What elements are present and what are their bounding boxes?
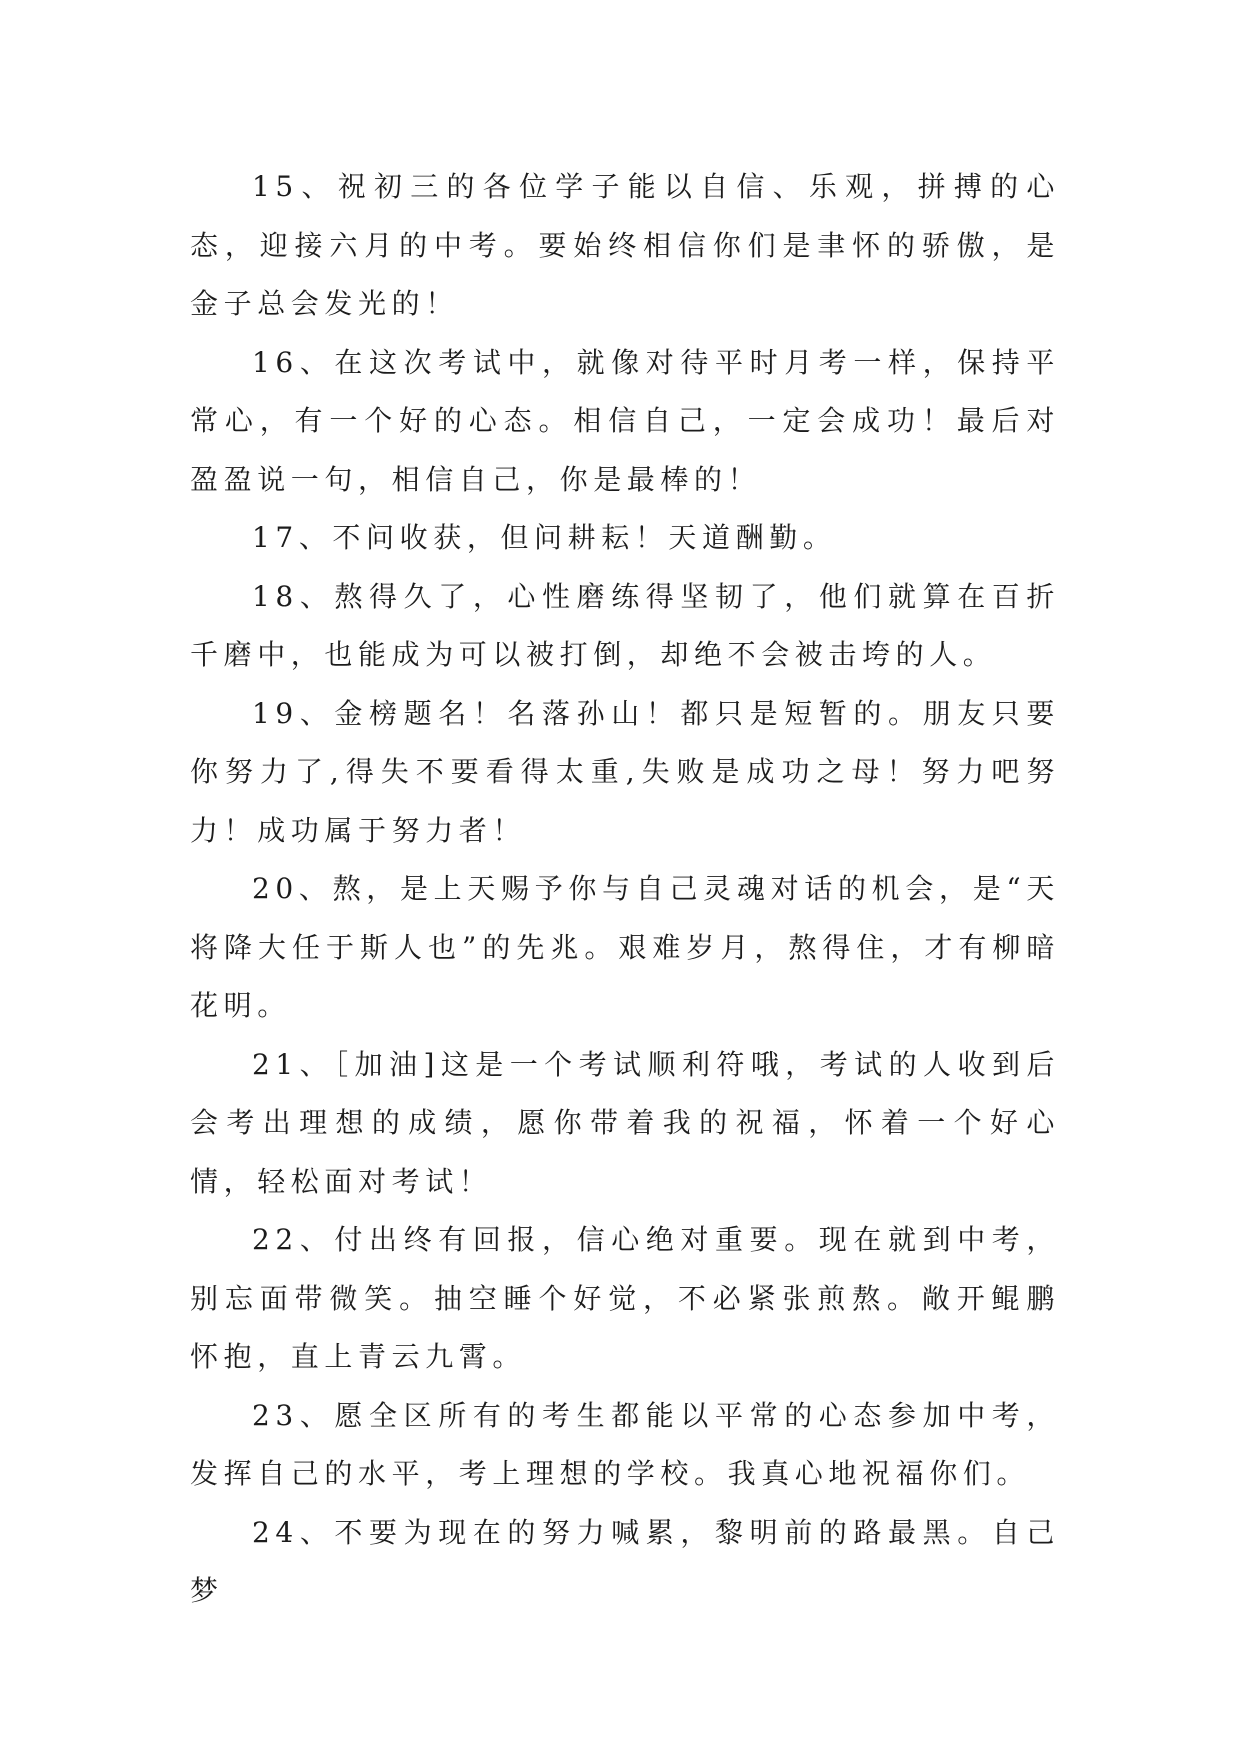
paragraph-19: 19、金榜题名！名落孙山！都只是短暂的。朋友只要你努力了,得失不要看得太重,失败是成功之母！努力吧努力！成功属于努力者！ <box>190 696 1060 847</box>
document-body <box>190 158 1060 1621</box>
paragraph-18: 18、熬得久了，心性磨练得坚韧了，他们就算在百折千磨中，也能成为可以被打倒，却绝不会被击垮的人。 <box>190 579 1060 671</box>
paragraph-23: 23、愿全区所有的考生都能以平常的心态参加中考，发挥自己的水平，考上理想的学校。我真心地祝福你们。 <box>190 1398 1060 1490</box>
paragraph-17: 17、不问收获，但问耕耘！天道酬勤。 <box>252 521 837 554</box>
paragraph-16: 16、在这次考试中，就像对待平时月考一样，保持平常心，有一个好的心态。相信自己，一定会成功！最后对盈盈说一句，相信自己，你是最棒的！ <box>190 345 1060 496</box>
paragraph-21: 21、［加油]这是一个考试顺利符哦，考试的人收到后会考出理想的成绩，愿你带着我的祝福，怀着一个好心情，轻松面对考试！ <box>190 1047 1060 1198</box>
paragraph-20: 20、熬，是上天赐予你与自己灵魂对话的机会，是“天将降大任于斯人也”的先兆。艰难岁月，熬得住，才有柳暗花明。 <box>190 872 1060 1022</box>
paragraph-22: 22、付出终有回报，信心绝对重要。现在就到中考，别忘面带微笑。抽空睡个好觉，不必紧张煎熬。敞开鲲鹏怀抱，直上青云九霄。 <box>190 1223 1060 1373</box>
paragraph-24: 24、不要为现在的努力喊累，黎明前的路最黑。自己梦 <box>190 1515 1060 1607</box>
paragraph-15: 15、祝初三的各位学子能以自信、乐观，拼搏的心态，迎接六月的中考。要始终相信你们是聿怀的骄傲，是金子总会发光的！ <box>190 170 1060 320</box>
